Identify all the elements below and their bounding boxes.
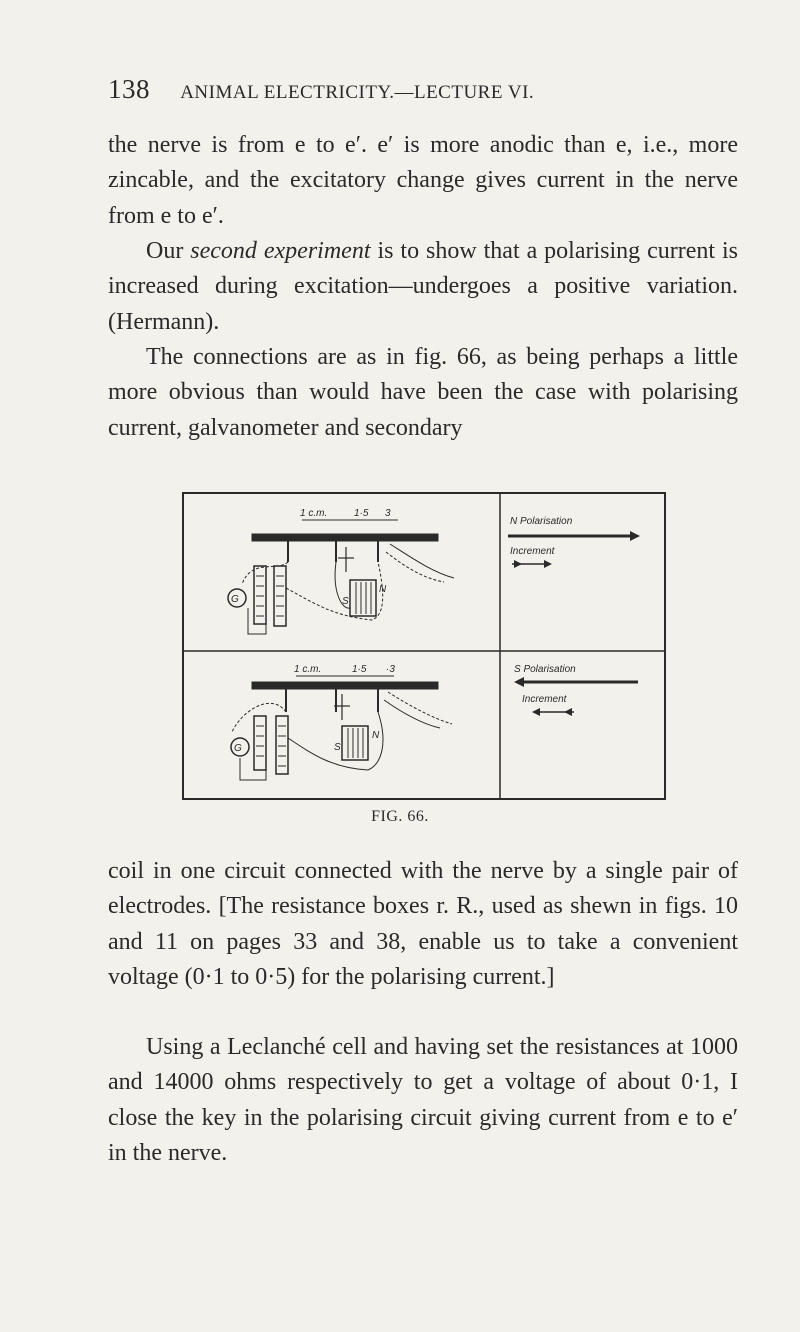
bottom-scale-label-1: 1 c.m. xyxy=(294,664,322,675)
p2-rest: is to show that a polarising current is increased during excitation—undergoes a positive variation. (Hermann). xyxy=(108,238,739,335)
nerve-bar xyxy=(252,534,438,541)
resistance-box-1 xyxy=(254,566,266,624)
bottom-galvanometer-label: G xyxy=(234,743,242,754)
battery-box-bottom xyxy=(342,726,368,760)
running-header xyxy=(108,74,748,105)
paragraph-5: Using a Leclanché cell and having set the resistances at 1000 and 14000 ohms respectively to get a voltage of about 0·1, I close the key in the polarising circuit giving current from e to e′ in the nerve. xyxy=(108,1034,738,1167)
paragraph-1: the nerve is from e to e′. e′ is more anodic than e, i.e., more zincable, and the excitatory change gives current in the nerve from e to e′. xyxy=(108,132,738,229)
p2-emphasis: second experiment xyxy=(190,238,371,264)
top-battery-label-n: N xyxy=(379,584,387,595)
bottom-battery-label-s: S xyxy=(334,742,341,753)
bottom-battery-label-n: N xyxy=(372,730,380,741)
top-polarisation-label: N Polarisation xyxy=(510,516,573,527)
battery-box xyxy=(350,580,376,616)
paragraph-2 xyxy=(108,234,738,340)
paragraph-4: coil in one circuit connected with the nerve by a single pair of electrodes. [The resistance boxes r. R., used as shewn in figs. 10 and 11 on pages 33 and 38, enable us to take a convenient voltage (0·1 to 0·5) for the polarising current.] xyxy=(108,858,738,991)
top-labels xyxy=(231,508,573,607)
figure-66-diagram xyxy=(182,492,666,826)
figure-66 xyxy=(182,492,666,826)
bottom-circuit xyxy=(231,676,452,780)
nerve-bar-bottom xyxy=(252,682,438,689)
top-scale-label-1: 1 c.m. xyxy=(300,508,328,519)
figure-caption: FIG. 66. xyxy=(371,808,429,825)
top-scale-label-3: 3 xyxy=(385,508,391,519)
top-scale-label-2: 1·5 xyxy=(354,508,369,519)
top-circuit xyxy=(228,520,454,634)
bottom-polarisation-label: S Polarisation xyxy=(514,664,576,675)
p2-lead: Our xyxy=(146,238,191,264)
top-galvanometer-label: G xyxy=(231,594,239,605)
bottom-increment-label: Increment xyxy=(522,694,567,705)
paragraph-3: The connections are as in fig. 66, as being perhaps a little more obvious than would have been the case with polarising current, galvanometer and secondary xyxy=(108,344,738,441)
top-increment-label: Increment xyxy=(510,546,555,557)
running-title: ANIMAL ELECTRICITY.—LECTURE VI. xyxy=(180,82,535,103)
page-number: 138 xyxy=(108,74,150,104)
top-battery-label-s: S xyxy=(342,596,349,607)
bottom-scale-label-2: 1·5 xyxy=(352,664,367,675)
bottom-scale-label-3: ·3 xyxy=(386,664,395,675)
